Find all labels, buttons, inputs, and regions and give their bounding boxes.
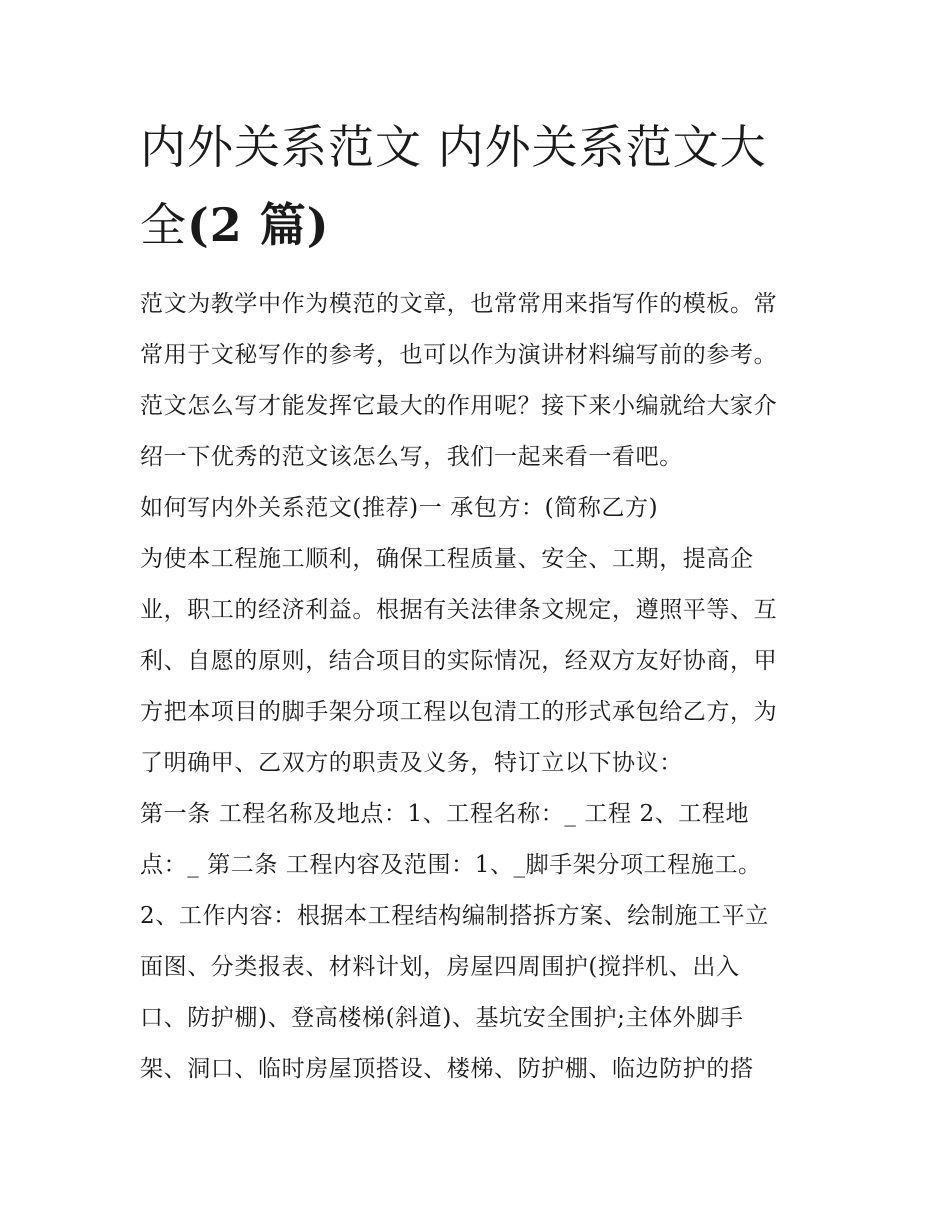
document-body xyxy=(140,279,830,1095)
body-line: 面图、分类报表、材料计划，房屋四周围护(搅拌机、出入 xyxy=(140,954,740,980)
body-line: 第一条 工程名称及地点：1、工程名称：_ 工程 2、工程地 xyxy=(140,801,750,827)
body-line: 如何写内外关系范文(推荐)一 承包方：(简称乙方) xyxy=(140,495,659,521)
body-line: 2、工作内容：根据本工程结构编制搭拆方案、绘制施工平立 xyxy=(140,903,769,929)
title-line-2-count: (2 xyxy=(187,198,243,252)
title-line-2-rest: 篇) xyxy=(242,198,330,252)
body-line: 点：_ 第二条 工程内容及范围：1、_脚手架分项工程施工。 xyxy=(140,852,762,878)
title-line-2-prefix: 全 xyxy=(140,198,187,252)
body-line: 了明确甲、乙双方的职责及义务，特订立以下协议： xyxy=(140,750,683,776)
body-line: 范文怎么写才能发挥它最大的作用呢？接下来小编就给大家介 xyxy=(140,393,778,419)
body-line: 方把本项目的脚手架分项工程以包清工的形式承包给乙方，为 xyxy=(140,699,778,725)
body-line: 绍一下优秀的范文该怎么写，我们一起来看一看吧。 xyxy=(140,444,683,470)
body-line: 业，职工的经济利益。根据有关法律条文规定，遵照平等、互 xyxy=(140,597,778,623)
title-line-1: 内外关系范文 内外关系范文大 xyxy=(140,120,767,174)
document-title xyxy=(140,108,820,264)
body-line: 利、自愿的原则，结合项目的实际情况，经双方友好协商，甲 xyxy=(140,648,778,674)
body-line: 架、洞口、临时房屋顶搭设、楼梯、防护棚、临边防护的搭 xyxy=(140,1056,754,1082)
body-line: 口、防护棚)、登高楼梯(斜道)、基坑安全围护;主体外脚手 xyxy=(140,1005,744,1031)
body-line: 常用于文秘写作的参考，也可以作为演讲材料编写前的参考。 xyxy=(140,342,778,368)
body-line: 为使本工程施工顺利，确保工程质量、安全、工期，提高企 xyxy=(140,546,754,572)
body-line: 范文为教学中作为模范的文章，也常常用来指写作的模板。常 xyxy=(140,291,778,317)
